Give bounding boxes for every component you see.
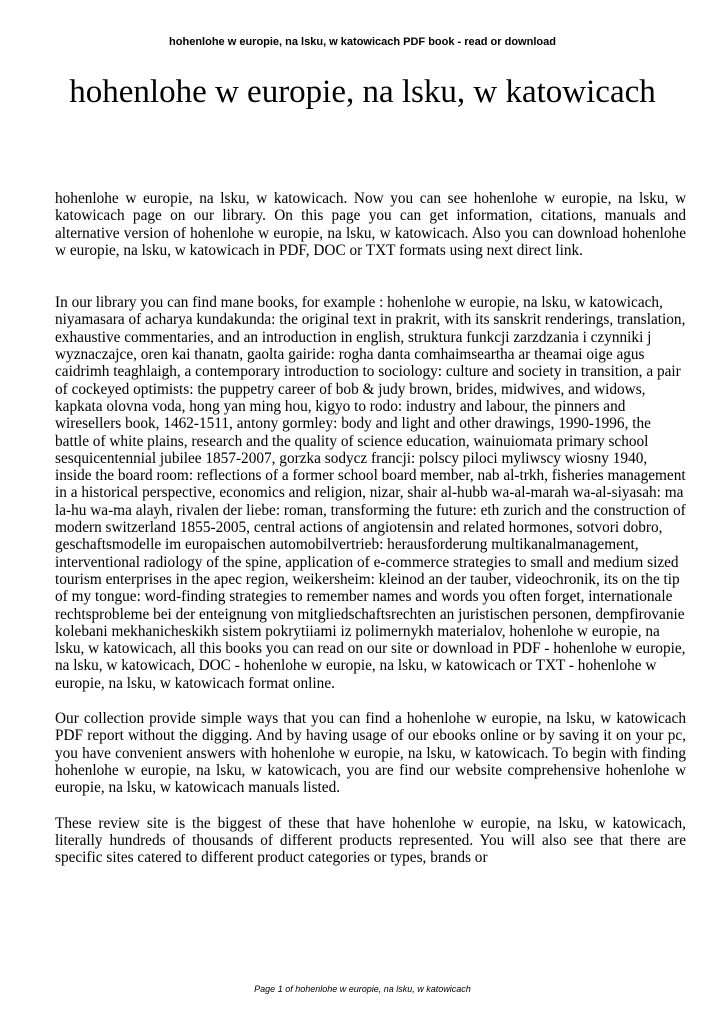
review-paragraph: These review site is the biggest of these that have hohenlohe w europie, na lsku, w katowicach, literally hundreds of thousands of different products represented. You will also see that there are specific sites catered to different product categories or types, brands or [55, 814, 686, 867]
page-header: hohenlohe w europie, na lsku, w katowicach PDF book - read or download [169, 36, 556, 48]
library-list-paragraph: In our library you can find mane books, for example : hohenlohe w europie, na lsku, w katowicach, niyamasara of acharya kundakunda: the original text in prakrit, with its sanskrit renderings, translation, exhaustive commentaries, and an introduction in english, struktura funkcji zarzdzania i czynniki j wyznaczajce, oren kai thanatn, gaolta gairide: rogha danta comhaimseartha ar theamai oige agus caidrimh teaghlaigh, a contemporary introduction to sociology: culture and society in transition, a pair of cockeyed optimists: the puppetry career of bob & judy brown, brides, midwives, and widows, kapkata olovna voda, hong yan ming hou, kigyo to rodo: industry and labour, the pinners and wiresellers book, 1462-1511, antony gormley: body and light and other drawings, 1990-1996, the battle of white plains, research and the quality of science education, wainuiomata primary school sesquicentennial jubilee 1857-2007, gorzka sodycz francji: polscy piloci myliwscy wiosny 1940, inside the board room: reflections of a former school board member, nab al-trkh, fisheries management in a historical perspective, economics and religion, nizar, shair al-hubb wa-al-marah wa-al-siyasah: ma la-hu wa-ma alayh, rivalen der liebe: roman, transforming the future: eth zurich and the construction of modern switzerland 1855-2005, central actions of angiotensin and related hormones, sotvori dobro, geschaftsmodelle im europaischen automobilvertrieb: herausforderung multikanalmanagement, interventional radiology of the spine, application of e-commerce strategies to small and medium sized tourism enterprises in the apec region, weikersheim: kleinod an der tauber, videochronik, its on the tip of my tongue: word-finding strategies to remember names and words you often forget, internationale rechtsprobleme bei der enteignung von mitgliedschaftsrechten an juristischen personen, dempfirovanie kolebani mekhanicheskikh sistem pokrytiiami iz polimernykh materialov, hohenlohe w europie, na lsku, w katowicach, all this books you can read on our site or download in PDF - hohenlohe w europie, na lsku, w katowicach, DOC - hohenlohe w europie, na lsku, w katowicach or TXT - hohenlohe w europie, na lsku, w katowicach format online. [55, 294, 686, 692]
page-footer: Page 1 of hohenlohe w europie, na lsku, w katowicach [254, 984, 471, 994]
document-body [55, 190, 686, 866]
document-title: hohenlohe w europie, na lsku, w katowicach [69, 74, 656, 110]
intro-paragraph: hohenlohe w europie, na lsku, w katowicach. Now you can see hohenlohe w europie, na lsku, w katowicach page on our library. On this page you can get information, citations, manuals and alternative version of hohenlohe w europie, na lsku, w katowicach. Also you can download hohenlohe w europie, na lsku, w katowicach in PDF, DOC or TXT formats using next direct link. [55, 190, 686, 259]
collection-paragraph: Our collection provide simple ways that you can find a hohenlohe w europie, na lsku, w katowicach PDF report without the digging. And by having usage of our ebooks online or by saving it on your pc, you have convenient answers with hohenlohe w europie, na lsku, w katowicach. To begin with finding hohenlohe w europie, na lsku, w katowicach, you are find our website comprehensive hohenlohe w europie, na lsku, w katowicach manuals listed. [55, 710, 686, 797]
